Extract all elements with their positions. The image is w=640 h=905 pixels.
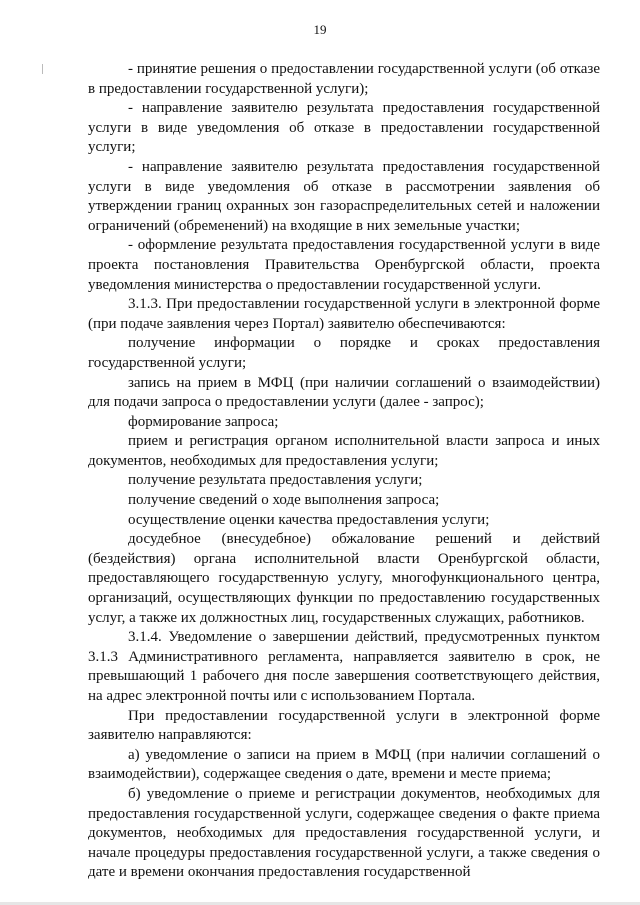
paragraph: 3.1.4. Уведомление о завершении действий, предусмотренных пунктом 3.1.3 Административного регламента, направляется заявителю в срок, не превышающий 1 рабочего дня после завершения соответствующего действия, на адрес электронной почты или с использованием Портала. — [88, 629, 600, 704]
paragraph: При предоставлении государственной услуги в электронной форме заявителю направляются: — [88, 707, 600, 744]
paragraph: запись на прием в МФЦ (при наличии соглашений о взаимодействии) для подачи запроса о предоставлении услуги (далее - запрос); — [88, 374, 600, 411]
paragraph: а) уведомление о записи на прием в МФЦ (при наличии соглашений о взаимодействии), содержащее сведения о дате, времени и месте приема; — [88, 746, 600, 783]
paragraph: осуществление оценки качества предоставления услуги; — [128, 511, 490, 528]
paragraph: получение информации о порядке и сроках предоставления государственной услуги; — [88, 335, 600, 371]
paragraph: формирование запроса; — [128, 413, 279, 430]
paragraph: досудебное (внесудебное) обжалование решений и действий (бездействия) органа исполнительной власти Оренбургской области, предоставляющего государственную услугу, многофункционального центра, организаций, осуществляющих функции по предоставлению государственных услуг, а также их должностных лиц, государственных служащих, работников. — [88, 531, 600, 626]
paragraph: - направление заявителю результата предоставления государственной услуги в виде уведомления об отказе в рассмотрении заявления об утверждении границ охранных зон газораспределительных сетей и наложении ограничений (обременений) на входящие в них земельные участки; — [88, 158, 600, 234]
paragraph: 3.1.3. При предоставлении государственной услуги в электронной форме (при подаче заявления через Портал) заявителю обеспечиваются: — [88, 296, 600, 332]
paragraph: - оформление результата предоставления государственной услуги в виде проекта постановления Правительства Оренбургской области, проекта уведомления министерства о предоставлении государственной услуги. — [88, 237, 600, 293]
paragraph: прием и регистрация органом исполнительной власти запроса и иных документов, необходимых для предоставления услуги; — [88, 433, 600, 469]
page-number: 19 — [313, 22, 327, 37]
body-text — [88, 60, 600, 883]
paragraph: - принятие решения о предоставлении государственной услуги (об отказе в предоставлении государственной услуги); — [88, 61, 600, 97]
paragraph: б) уведомление о приеме и регистрации документов, необходимых для предоставления государственной услуги, содержащее сведения о факте приема документов, необходимых для предоставления государственной услуги, и начале процедуры предоставления государственной услуги, а также сведения о дате и времени окончания предоставления государственной — [88, 785, 600, 881]
paragraph: - направление заявителю результата предоставления государственной услуги в виде уведомления об отказе в предоставлении государственной услуги; — [88, 100, 600, 156]
margin-mark — [42, 64, 43, 74]
paragraph: получение результата предоставления услуги; — [128, 472, 423, 489]
paragraph: получение сведений о ходе выполнения запроса; — [128, 492, 440, 509]
